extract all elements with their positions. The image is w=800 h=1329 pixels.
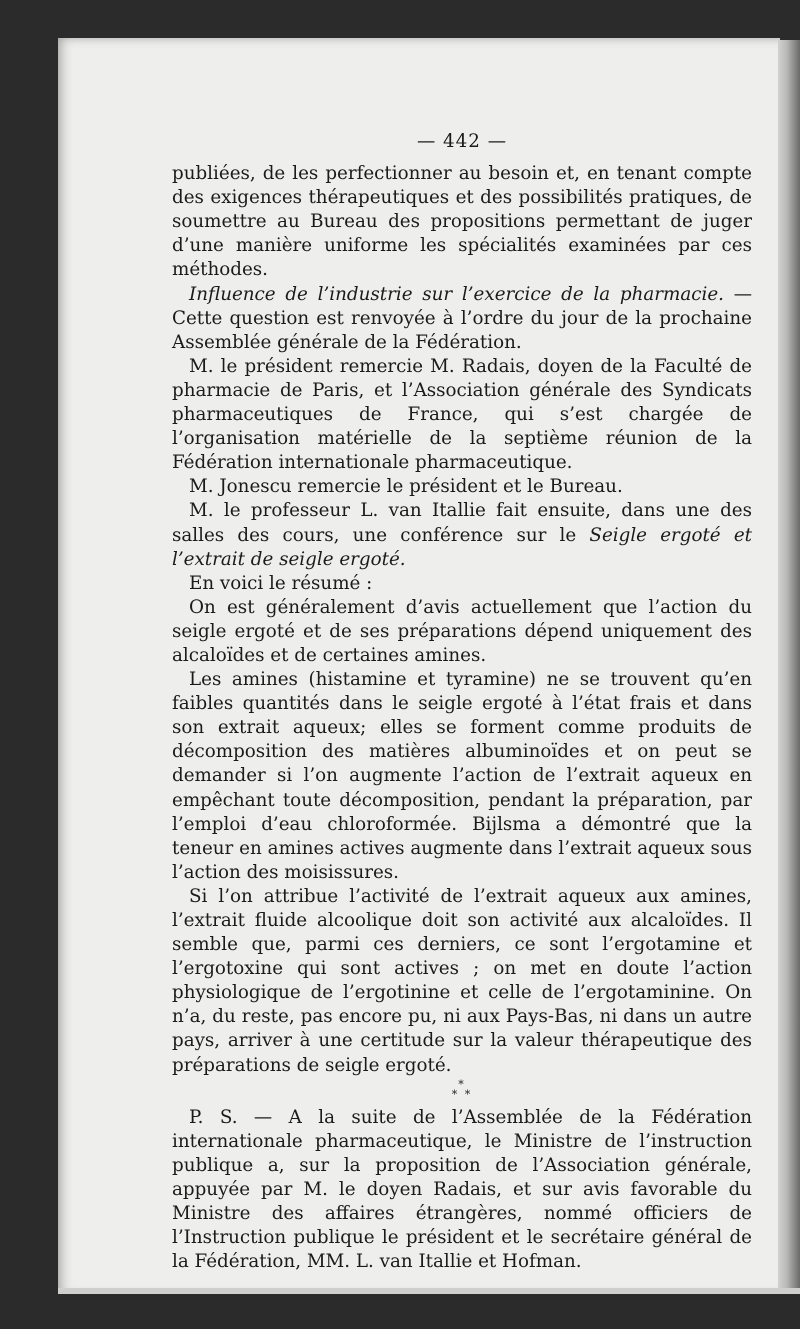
page-edge	[778, 40, 800, 1290]
paragraph-heading: Influence de l’industrie sur l’exercice de la pharmacie.	[189, 283, 724, 305]
paragraph-amines: Les amines (histamine et tyramine) ne se trouvent qu’en faibles quantités dans le seigle ergoté à l’état frais et dans son extrait aqueux; elles se forment comme produits de décomposition des matières albuminoïdes et on peut se demander si l’on augmente l’action de l’extrait aqueux en empêchant toute décomposition, pendant la préparation, par l’emploi d’eau chloroformée. Bijlsma a démontré que la teneur en amines actives augmente dans l’extrait aqueux sous l’action des moisissures.	[172, 669, 752, 883]
page-edge-bottom	[58, 1288, 800, 1294]
paragraph-influence	[172, 283, 752, 355]
paragraph-conference	[172, 499, 752, 571]
paragraph-text: — Cette question est renvoyée à l’ordre du jour de la prochaine Assemblée générale de la Fédération.	[172, 283, 752, 353]
page-number: — 442 —	[416, 131, 508, 152]
paragraph-action: On est généralement d’avis actuellement que l’action du seigle ergoté et de ses préparations dépend uniquement des alcaloïdes et de certaines amines.	[172, 596, 752, 666]
paragraph-postscript: P. S. — A la suite de l’Assemblée de la Fédération internationale pharmaceutique, le Ministre de l’instruction publique a, sur la proposition de l’Association générale, appuyée par M. le doyen Radais, et sur avis favorable du Ministre des affaires étrangères, nommé officiers de l’Instruction publique le président et le secrétaire général de la Fédération, MM. L. van Itallie et Hofman.	[172, 1106, 752, 1273]
conference-title: Seigle ergoté et l’extrait de seigle ergoté.	[172, 524, 752, 570]
paragraph-alkaloids: Si l’on attribue l’activité de l’extrait aqueux aux amines, l’extrait fluide alcoolique doit son activité aux alcaloïdes. Il semble que, parmi ces derniers, ce sont l’ergotamine et l’ergotoxine qui sont actives ; on met en doute l’action physiologique de l’ergotinine et celle de l’ergotaminine. On n’a, du reste, pas encore pu, ni aux Pays-Bas, ni dans un autre pays, arriver à une certitude sur la valeur thérapeutique des préparations de seigle ergoté.	[172, 885, 752, 1076]
page-content	[172, 126, 752, 1274]
paragraph-thanks: M. le président remercie M. Radais, doyen de la Faculté de pharmacie de Paris, et l’Association générale des Syndicats pharmaceutiques de France, qui s’est chargée de l’organisation matérielle de la septième réunion de la Fédération internationale pharmaceutique.	[172, 355, 752, 474]
paragraph-summary-intro: En voici le résumé :	[189, 572, 373, 594]
paragraph-text: M. le professeur L. van Itallie fait ensuite, dans une des salles des cours, une conférence sur le	[172, 500, 752, 546]
paragraph-jonescu: M. Jonescu remercie le président et le Bureau.	[189, 476, 623, 498]
paragraph-continuation: publiées, de les perfectionner au besoin et, en tenant compte des exigences thérapeutiques et des possibilités pratiques, de soumettre au Bureau des propositions permettant de juger d’une manière uniforme les spécialités examinées par ces méthodes.	[172, 163, 752, 281]
asterism: * * *	[451, 1077, 473, 1101]
